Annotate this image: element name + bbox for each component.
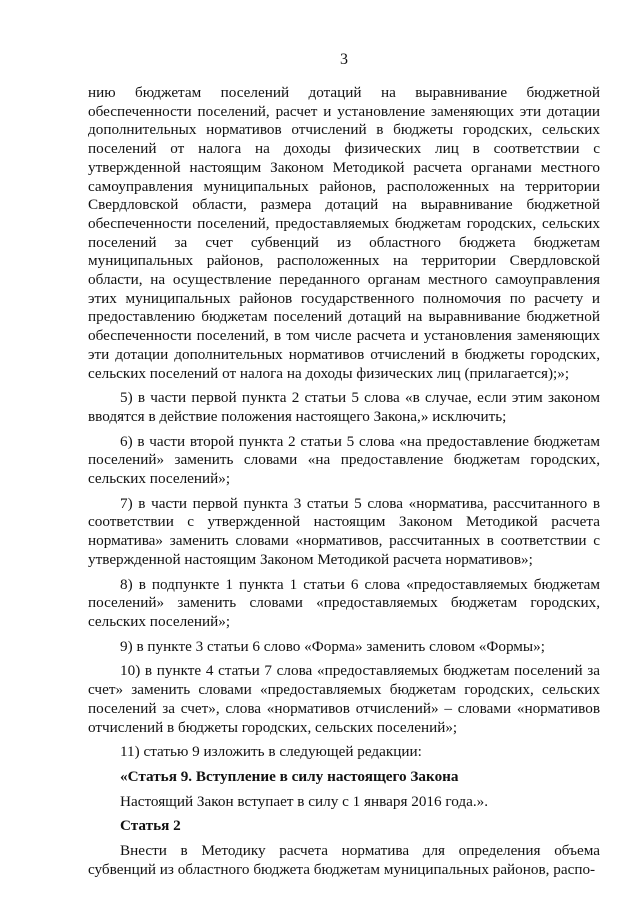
paragraph-item-8: 8) в подпункте 1 пункта 1 статьи 6 слова «предоставляемых бюджетам поселений» заменить словами «предоставляемых бюджетам городских, сельских поселений»; [88, 575, 600, 630]
article-2-heading: Статья 2 [120, 817, 181, 835]
article-9-text: Настоящий Закон вступает в силу с 1 января 2016 года.». [120, 792, 489, 810]
article-9-heading: «Статья 9. Вступление в силу настоящего Закона [120, 767, 459, 785]
paragraph-item-7: 7) в части первой пункта 3 статьи 5 слова «норматива, рассчитанного в соответствии с утвержденной настоящим Законом Методикой расчета норматива» заменить словами «нормативов, рассчитанных в соответствии с утвержденной настоящим Законом Методикой расчета нормативов»; [88, 494, 600, 568]
article-2-text: Внести в Методику расчета норматива для определения объема субвенций из областного бюджета бюджетам муниципальных районов, распо- [88, 842, 600, 878]
page-number: 3 [340, 51, 348, 68]
paragraph-item-11: 11) статью 9 изложить в следующей редакции: [120, 743, 422, 761]
paragraph-continuation: нию бюджетам поселений дотаций на выравнивание бюджетной обеспеченности поселений, расчет и установление заменяющих эти дотации дополнительных нормативов отчислений в бюджеты городских, сельских поселений от налога на доходы физических лиц в соответствии с утвержденной настоящим Законом Методикой расчета органами местного самоуправления муниципальных районов, расположенных на территории Свердловской области, размера дотаций на выравнивание бюджетной обеспеченности поселений, предоставляемых бюджетам городских, сельских поселений за счет субвенций из областного бюджета бюджетам муниципальных районов, расположенных на территории Свердловской области, на осуществление переданного органам местного самоуправления этих муниципальных районов государственного полномочия по расчету и предоставлению бюджетам поселений дотаций на выравнивание бюджетной обеспеченности поселений, в том числе расчета и установления заменяющих эти дотации дополнительных нормативов отчислений в бюджеты городских, сельских поселений от налога на доходы физических лиц (прилагается);»; [88, 84, 600, 382]
paragraph-item-9: 9) в пункте 3 статьи 6 слово «Форма» заменить словом «Формы»; [120, 637, 545, 655]
paragraph-item-5: 5) в части первой пункта 2 статьи 5 слова «в случае, если этим законом вводятся в действие положения настоящего Закона,» исключить; [88, 389, 600, 425]
paragraph-item-6: 6) в части второй пункта 2 статьи 5 слова «на предоставление бюджетам поселений» заменить словами «на предоставление бюджетам городских, сельских поселений»; [88, 432, 600, 488]
paragraph-item-10: 10) в пункте 4 статьи 7 слова «предоставляемых бюджетам поселений за счет» заменить словами «предоставляемых бюджетам городских, сельских поселений за счет», слова «нормативов отчислений» – словами «нормативов отчислений в бюджеты городских, сельских поселений»; [88, 662, 600, 736]
